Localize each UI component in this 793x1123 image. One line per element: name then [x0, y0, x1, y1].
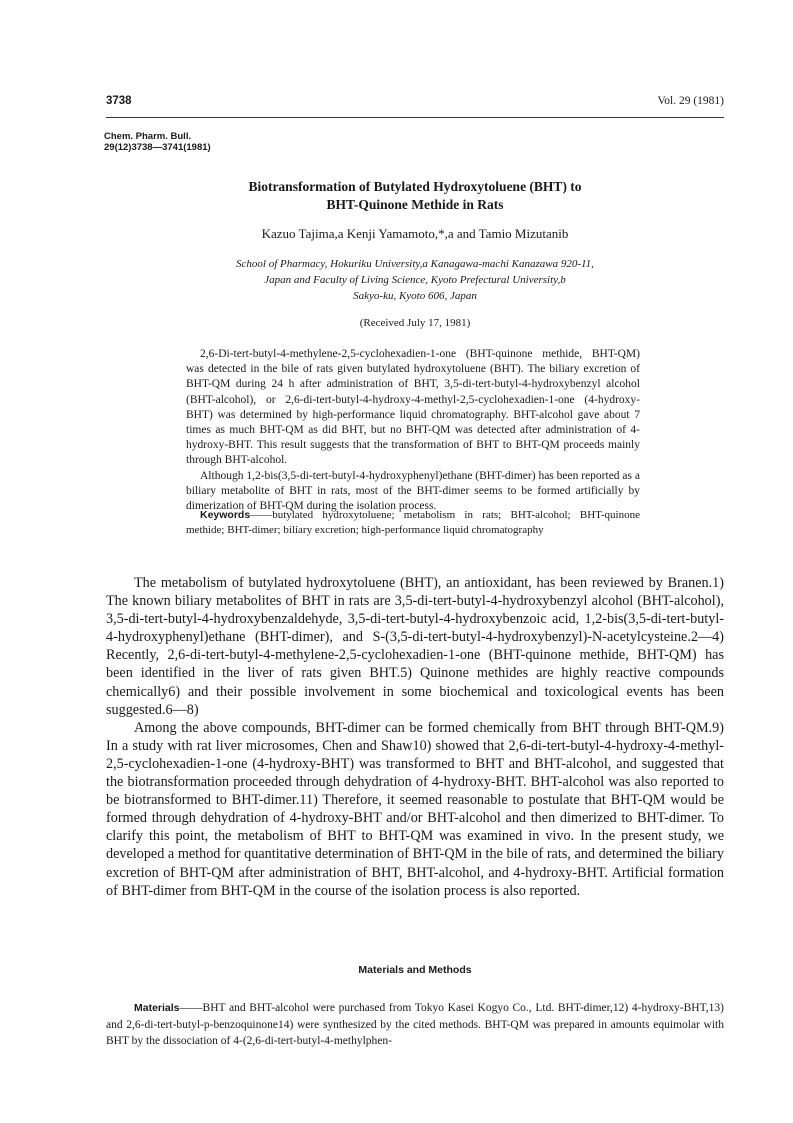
article-title — [106, 178, 724, 214]
methods-section — [106, 1000, 724, 1050]
page-number: 3738 — [106, 95, 132, 107]
volume-info: Vol. 29 (1981) — [657, 95, 724, 107]
affiliations — [106, 256, 724, 304]
authors: Kazuo Tajima,a Kenji Yamamoto,*,a and Tamio Mizutanib — [261, 226, 569, 241]
section-heading: Materials and Methods — [358, 964, 472, 976]
methods-text: ——BHT and BHT-alcohol were purchased from Tokyo Kasei Kogyo Co., Ltd. BHT-dimer,12) 4-hydroxy-BHT,13) and 2,6-di-tert-butyl-p-benzoquinone14) were synthesized by the cited methods. BHT-QM was prepared in amounts equimolar with BHT by the dissociation of 4-(2,6-di-tert-butyl-4-methylphen- — [106, 1002, 724, 1047]
abstract-paragraph-2: Although 1,2-bis(3,5-di-tert-butyl-4-hydroxyphenyl)ethane (BHT-dimer) has been reported as a biliary metabolite of BHT in rats, most of the BHT-dimer seems to be formed artificially by dimerization of BHT-QM during the isolation process. — [186, 469, 640, 513]
methods-paragraph — [106, 1000, 724, 1050]
keywords-text: ——butylated hydroxytoluene; metabolism in rats; BHT-alcohol; BHT-quinone methide; BHT-dimer; biliary excretion; high-performance liquid chromatography — [186, 509, 640, 536]
title-line-1: Biotransformation of Butylated Hydroxytoluene (BHT) to — [248, 179, 582, 194]
header-rule — [106, 117, 724, 118]
abstract — [186, 347, 640, 514]
journal-citation: 29(12)3738—3741(1981) — [104, 142, 211, 153]
abstract-paragraph-1: 2,6-Di-tert-butyl-4-methylene-2,5-cyclohexadien-1-one (BHT-quinone methide, BHT-QM) was detected in the bile of rats given butylated hydroxytoluene (BHT). The biliary excretion of BHT-QM during 24 h after administration of BHT, 3,5-di-tert-butyl-4-hydroxybenzyl alcohol (BHT-alcohol), or 2,6-di-tert-butyl-4-hydroxy-4-methyl-2,5-cyclohexadien-1-one (4-hydroxy-BHT) was determined by high-performance liquid chromatography. BHT-alcohol gave about 7 times as much BHT-QM as did BHT, but no BHT-QM was detected after administration of 4-hydroxy-BHT. This result suggests that the transformation of BHT to BHT-QM proceeds mainly through BHT-alcohol. — [186, 348, 640, 467]
affiliation-line-1: School of Pharmacy, Hokuriku University,a Kanagawa-machi Kanazawa 920-11, — [236, 258, 594, 270]
title-line-2: BHT-Quinone Methide in Rats — [326, 197, 504, 212]
journal-reference — [104, 131, 211, 153]
introduction — [106, 574, 724, 900]
journal-name: Chem. Pharm. Bull. — [104, 131, 192, 142]
methods-label: Materials — [134, 1002, 180, 1014]
intro-paragraph-2: Among the above compounds, BHT-dimer can be formed chemically from BHT through BHT-QM.9) In a study with rat liver microsomes, Chen and Shaw10) showed that 2,6-di-tert-butyl-4-hydroxy-4-methyl-2,5-cyclohexadien-1-one (4-hydroxy-BHT) was transformed to BHT and BHT-alcohol, and suggested that the biotransformation proceeded through dehydration of 4-hydroxy-BHT. BHT-alcohol was also reported to be biotransformed to BHT-dimer.11) Therefore, it seemed reasonable to postulate that BHT-QM would be formed through dehydration of 4-hydroxy-BHT and/or BHT-alcohol and then dimerized to BHT-dimer. To clarify this point, the metabolism of BHT to BHT-QM was examined in vivo. In the present study, we developed a method for quantitative determination of BHT-QM in the bile of rats, and determined the biliary excretion of BHT-QM after administration of BHT, BHT-alcohol, and 4-hydroxy-BHT. Artificial formation of BHT-dimer from BHT-QM in the course of the isolation process is also reported. — [106, 719, 724, 899]
running-header — [106, 95, 724, 117]
keywords — [186, 508, 640, 538]
intro-paragraph-1: The metabolism of butylated hydroxytoluene (BHT), an antioxidant, has been reviewed by Branen.1) The known biliary metabolites of BHT in rats are 3,5-di-tert-butyl-4-hydroxybenzyl alcohol (BHT-alcohol), 3,5-di-tert-butyl-4-hydroxybenzaldehyde, 3,5-di-tert-butyl-4-hydroxybenzoic acid, 1,2-bis(3,5-di-tert-butyl-4-hydroxyphenyl)ethane (BHT-dimer), and S-(3,5-di-tert-butyl-4-hydroxybenzyl)-N-acetylcysteine.2—4) Recently, 2,6-di-tert-butyl-4-methylene-2,5-cyclohexadien-1-one (BHT-quinone methide, BHT-QM) has been identified in the liver of rats given BHT.5) Quinone methides are highly reactive compounds chemically6) and their possible involvement in some biochemical and toxicological events has been suggested.6—8) — [106, 575, 724, 718]
received-date: (Received July 17, 1981) — [359, 317, 471, 329]
keywords-label: Keywords — [200, 509, 251, 521]
affiliation-line-3: Sakyo-ku, Kyoto 606, Japan — [353, 290, 477, 302]
affiliation-line-2: Japan and Faculty of Living Science, Kyoto Prefectural University,b — [264, 274, 566, 286]
